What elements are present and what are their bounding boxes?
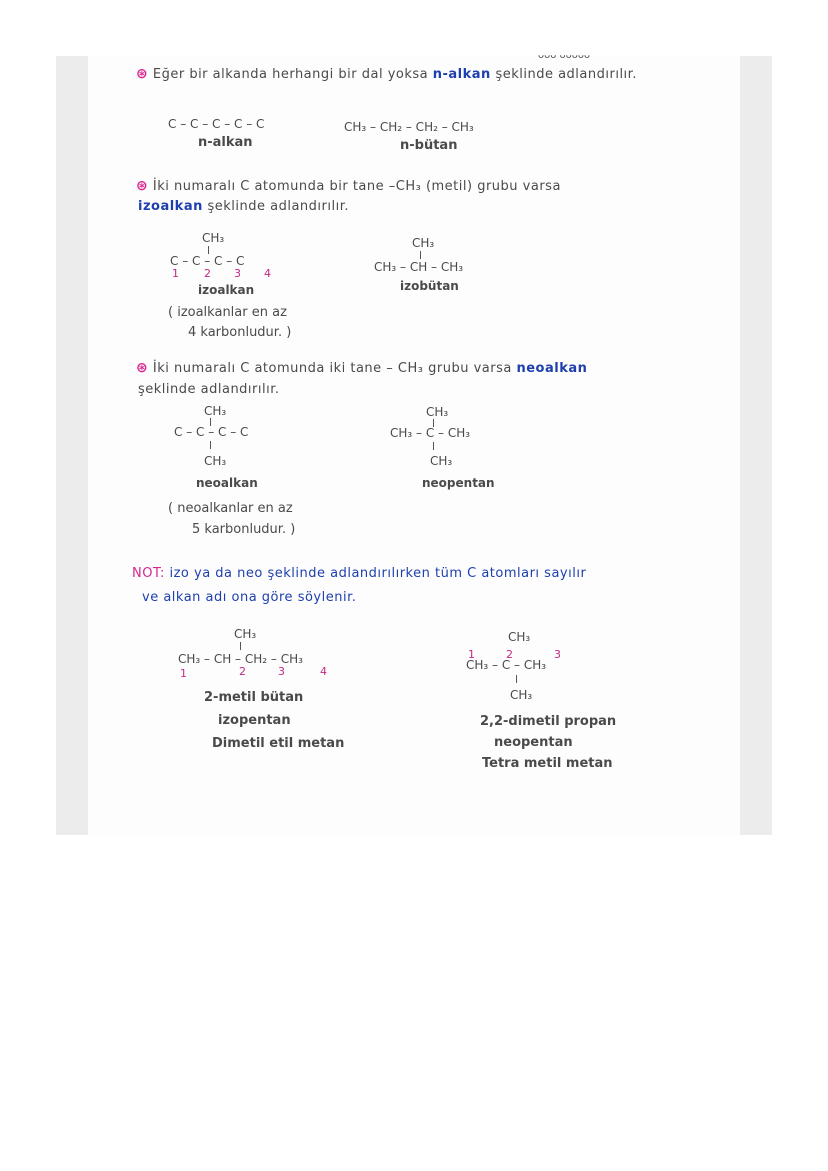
example1-name-2: izopentan xyxy=(218,713,291,728)
example2-num-2: 2 xyxy=(506,648,513,661)
rule-term: izoalkan xyxy=(138,199,203,214)
header-scribble: ᴗᴗᴗ ᴗᴗᴗᴗᴗ xyxy=(538,50,591,61)
bullet-icon: ⊛ xyxy=(136,66,149,82)
neoalkan-rule-line1 xyxy=(136,360,587,376)
n-butan-formula: CH₃ – CH₂ – CH₂ – CH₃ xyxy=(344,120,474,134)
rule-text-a: Eğer bir alkanda herhangi bir dal yoksa xyxy=(152,67,433,82)
neo-ch3-bottom: CH₃ xyxy=(204,454,227,468)
izobutan-label: izobütan xyxy=(400,279,459,293)
example2-name-1: 2,2-dimetil propan xyxy=(480,714,617,729)
example2-bond xyxy=(516,675,517,683)
neopentan-ch3-top: CH₃ xyxy=(426,405,449,419)
iso-num-2: 2 xyxy=(204,267,211,280)
example2-ch3-top: CH₃ xyxy=(508,630,531,644)
rule-term: neoalkan xyxy=(516,361,588,376)
iso-num-4: 4 xyxy=(264,267,271,280)
example1-chain: CH₃ – CH – CH₂ – CH₃ xyxy=(178,652,303,666)
example1-name-3: Dimetil etil metan xyxy=(212,736,345,751)
neoalkan-note-line2: 5 karbonludur. ) xyxy=(192,522,296,537)
izobutan-bond xyxy=(420,251,421,259)
izoalkan-note-line1: ( izoalkanlar en az xyxy=(168,305,287,320)
rule-text-b: şeklinde adlandırılır. xyxy=(202,199,349,214)
example1-name-1: 2-metil bütan xyxy=(204,690,304,705)
neo-bond-bottom xyxy=(210,441,211,449)
neopentan-chain: CH₃ – C – CH₃ xyxy=(390,426,471,440)
example2-num-1: 1 xyxy=(468,648,475,661)
neoalkan-rule-line2: şeklinde adlandırılır. xyxy=(138,382,280,397)
example2-ch3-bottom: CH₃ xyxy=(510,688,533,702)
example1-num-2: 2 xyxy=(239,665,246,678)
note-line2: ve alkan adı ona göre söylenir. xyxy=(142,590,357,605)
example2-chain: CH₃ – C – CH₃ xyxy=(466,658,547,672)
note-text-1: izo ya da neo şeklinde adlandırılırken tüm C atomları sayılır xyxy=(164,566,587,581)
neopentan-ch3-bottom: CH₃ xyxy=(430,454,453,468)
iso-num-1: 1 xyxy=(172,267,179,280)
rule-text-b: şeklinde adlandırılır. xyxy=(490,67,637,82)
iso-num-3: 3 xyxy=(234,267,241,280)
izobutan-ch3: CH₃ xyxy=(412,236,435,250)
example1-num-3: 3 xyxy=(278,665,285,678)
example1-bond xyxy=(240,642,241,650)
n-butan-label: n-bütan xyxy=(400,138,458,153)
notebook-page xyxy=(88,56,740,835)
bullet-icon: ⊛ xyxy=(136,178,149,194)
iso-bond xyxy=(208,246,209,254)
izoalkan-rule-line1 xyxy=(136,178,561,194)
izobutan-chain: CH₃ – CH – CH₃ xyxy=(374,260,464,274)
izoalkan-label: izoalkan xyxy=(198,283,255,297)
neoalkan-note-line1: ( neoalkanlar en az xyxy=(168,501,293,516)
note-label: NOT: xyxy=(132,566,165,581)
neopentan-label: neopentan xyxy=(422,476,495,490)
neo-ch3-top: CH₃ xyxy=(204,404,227,418)
n-alkan-label: n-alkan xyxy=(198,135,253,150)
neopentan-bond-bottom xyxy=(433,442,434,450)
izoalkan-note-line2: 4 karbonludur. ) xyxy=(188,325,292,340)
example1-num-4: 4 xyxy=(320,665,327,678)
neo-chain: C – C – C – C xyxy=(174,425,249,439)
rule-text-a: İki numaralı C atomunda bir tane –CH₃ (metil) grubu varsa xyxy=(152,179,561,194)
rule-term: n-alkan xyxy=(432,67,491,82)
example1-num-1: 1 xyxy=(180,667,187,680)
example2-name-3: Tetra metil metan xyxy=(482,756,613,771)
n-alkan-formula: C – C – C – C – C xyxy=(168,117,265,131)
bullet-icon: ⊛ xyxy=(136,360,149,376)
example1-ch3: CH₃ xyxy=(234,627,257,641)
rule-text-a: İki numaralı C atomunda iki tane – CH₃ grubu varsa xyxy=(152,361,517,376)
iso-ch3: CH₃ xyxy=(202,231,225,245)
neoalkan-label: neoalkan xyxy=(196,476,258,490)
n-alkan-rule xyxy=(136,66,637,82)
izoalkan-rule-line2 xyxy=(138,199,349,214)
example2-name-2: neopentan xyxy=(494,735,573,750)
example2-num-3: 3 xyxy=(554,648,561,661)
note-line1 xyxy=(132,566,586,581)
iso-chain: C – C – C – C xyxy=(170,254,245,268)
